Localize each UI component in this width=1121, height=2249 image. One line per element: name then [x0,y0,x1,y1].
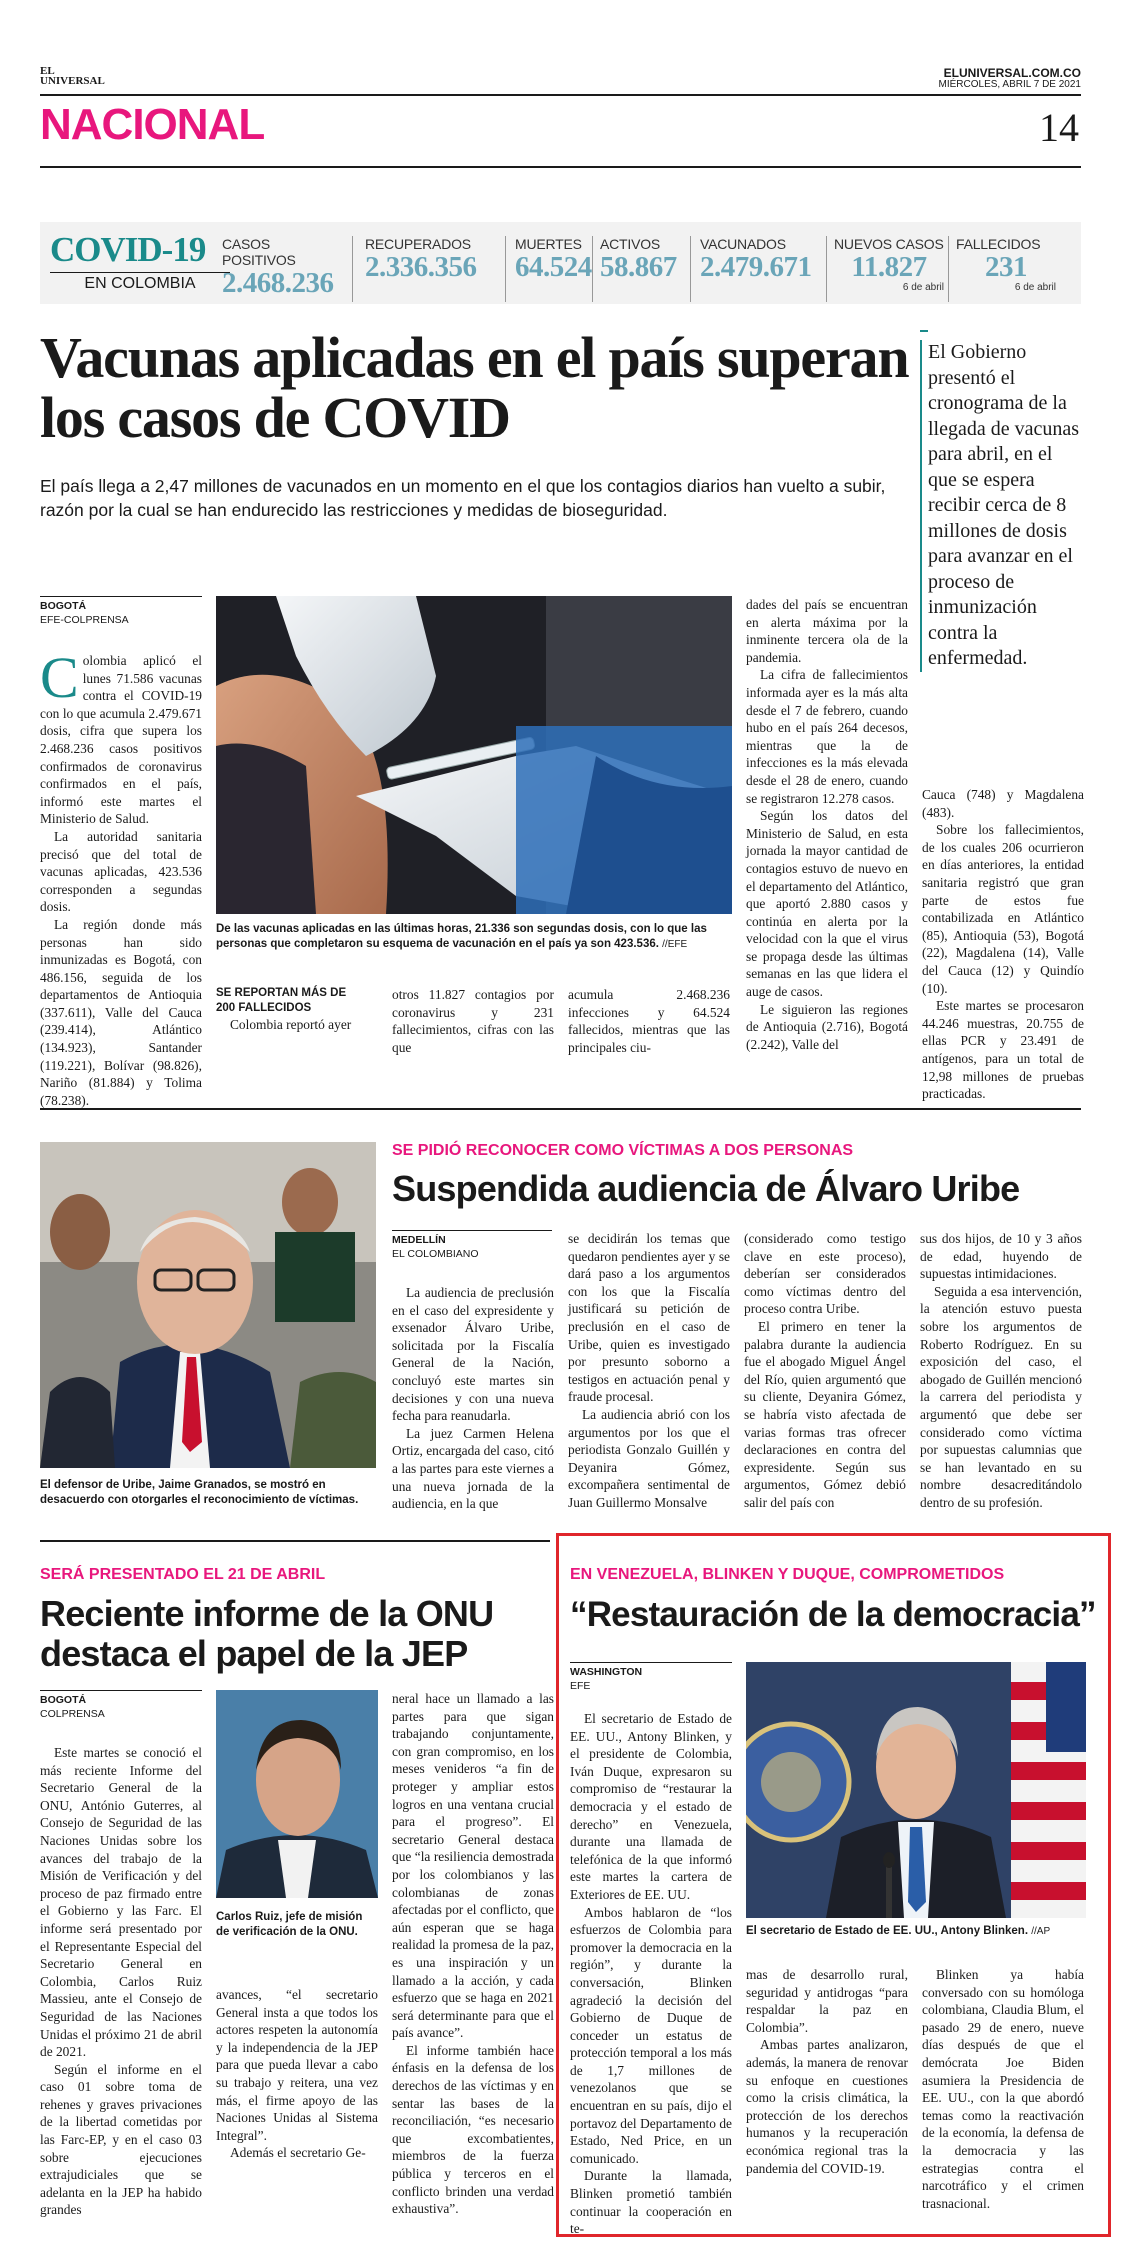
blinken-kicker: EN VENEZUELA, BLINKEN Y DUQUE, COMPROMETIDOS [570,1566,1005,1583]
lead-col-2-bottom [216,1016,378,1034]
issue-date: MIÉRCOLES, ABRIL 7 DE 2021 [938,79,1081,90]
dateline-agency: EFE-COLPRENSA [40,614,129,626]
dateline-city: BOGOTÁ [40,600,87,612]
onu-col2-p1: avances, “el secretario General insta a que todos los actores respeten la autonomía y la independencia de la JEP para que pueda llevar a cabo su trabajo y reitera, una vez más, el firme apoyo de las Naciones Unidas al Sistema Integral”. [216,1987,378,2143]
lead-col5-p3: Según los datos del Ministerio de Salud, en esta jornada la mayor cantidad de contagios estuvo de nuevo en el departamento del Atlántico, que aportó 2.880 casos y continúa en alerta por la velocidad con la que el virus se propaga desde las últimas semanas en las que lidera el auge de casos. [746,808,908,1000]
stat-casos-positivos [222,236,342,298]
stat-label: ACTIVOS [600,236,661,252]
stat-value: 2.336.356 [365,251,477,283]
section-title: NACIONAL [40,100,265,149]
stat-value: 58.867 [600,251,677,283]
caption-text: El secretario de Estado de EE. UU., Antony Blinken. [746,1925,1029,1937]
uribe-photo [40,1142,376,1468]
covid-title: COVID-19 [50,230,206,269]
stat-date: 6 de abril [902,282,944,293]
stat-divider [948,236,949,302]
lead-dateline [40,596,202,627]
uribe-col-1 [392,1284,554,1513]
blinken-photo-caption [746,1924,1086,1939]
lead-col-4-bottom [568,986,730,1056]
onu-col-1 [40,1744,202,2219]
lead-col5-p1: dades del país se encuentran en alerta máxima por la inminente tercera ola de la pandemia. [746,597,908,665]
ruiz-photo [216,1690,378,1898]
dateline-agency: COLPRENSA [40,1708,105,1720]
stat-label: MUERTES [515,236,582,252]
story-divider [40,1108,1081,1110]
dateline-agency: EL COLOMBIANO [392,1248,479,1260]
dateline-agency: EFE [570,1680,591,1692]
uribe-photo-illustration [40,1142,376,1468]
stat-activos [600,236,690,282]
onu-dateline [40,1690,202,1721]
masthead-logo [40,66,110,86]
blinken-col1-p3: Durante la llamada, Blinken prometió también continuar la cooperación en te- [570,2168,732,2237]
uribe-col-3 [744,1230,906,1512]
onu-headline: Reciente informe de la ONU destaca el papel de la JEP [40,1593,494,1674]
stat-divider [352,236,353,302]
story-divider [40,1540,550,1542]
lead-col-1 [40,645,202,1109]
stat-divider [505,236,506,302]
flag [1011,1662,1086,1918]
ruiz-photo-illustration [216,1690,378,1898]
stat-label: NUEVOS CASOS [834,236,944,252]
uribe-col1-p1: La audiencia de preclusión en el caso del expresidente y exsenador Álvaro Uribe, solicitada por la Fiscalía General de la Nación, concluyó este martes sin decisiones y con una nueva fecha para reanudarla. [392,1285,554,1424]
blinken-photo [746,1662,1086,1918]
stat-label: FALLECIDOS [956,236,1041,252]
stat-value: 2.468.236 [222,267,334,299]
blinken-col-1 [570,1710,732,2238]
photo-credit: //EFE [662,939,688,950]
onu-col3-p1: neral hace un llamado a las partes para que sigan trabajando conjuntamente, con gran compromiso, en los meses venideros “a fin de proteger y ampliar estos logros en una ventana crucial para el progreso”. El secretario General destaca que “la resiliencia demostrada por los colombianos y las colombianas de zonas afectadas por el conflicto, que aún esperan que se haga realidad la promesa de la paz, es una inspiración y un llamado a la acción, y cada esfuerzo que se haga en 2021 será determinante para que el país avance”. [392,1691,554,2041]
onu-col3-p2: El informe también hace énfasis en la defensa de los derechos de las víctimas y en sentar las bases de la reconciliación, “es necesario que excombatientes, miembros de la fuerza pública y terceros en el conflicto brinden una verdad exhaustiva”. [392,2042,554,2217]
lead-col3-text: otros 11.827 contagios por coronavirus y 231 fallecimientos, cifras con las que [392,987,554,1055]
dateline-city: MEDELLÍN [392,1234,446,1246]
stat-recuperados [365,236,495,282]
uribe-col2-p1: se decidirán los temas que quedaron pendientes ayer y se dará paso a los argumentos con los que la Fiscalía justificará su petición de preclusión en el caso de Uribe, quien es investigado por presunto soborno a testigos en actuación penal y fraude procesal. [568,1231,730,1405]
stat-vacunados [700,236,820,282]
photo-credit: //AP [1031,1926,1051,1937]
lead-subhead: SE REPORTAN MÁS DE 200 FALLECIDOS [216,987,347,1014]
stat-date: 6 de abril [1014,282,1056,293]
onu-col-2 [216,1986,378,2162]
lead-col6-p1: Cauca (748) y Magdalena (483). [922,787,1084,820]
uribe-photo-caption: El defensor de Uribe, Jaime Granados, se mostró en desacuerdo con otorgarles el reconocimiento de víctimas. [40,1479,359,1506]
lead-col-6 [922,786,1084,1103]
lead-sidebar-rule [920,330,928,332]
page-number: 14 [1039,105,1079,150]
lead-col1-p3: La región donde más personas han sido inmunizadas es Bogotá, con 486.156, seguida de los departamentos de Antioquia (337.611), Valle del Cauca (239.414), Atlántico (134.923), Santander (119.221), Bolívar (98.826), Nariño (81.884) y Tolima (78.238). [40,916,202,1108]
section-rule [40,166,1081,168]
uribe-col1-p2: La juez Carmen Helena Ortiz, encargada del caso, citó a las partes para este viernes a una nueva jornada de la audiencia, en la que [392,1425,554,1512]
uribe-col4-p2: Seguida a esa intervención, la atención estuvo puesta sobre los argumentos de Roberto Rodríguez. En su exposición del caso, el abogado de Guillén mencionó la carrera del periodista y argumentó que debe ser considerado como víctima por supuestas calumnias que se han levantado en su nombre desacreditándolo dentro de su profesión. [920,1283,1082,1510]
lead-col2-text: Colombia reportó ayer [230,1017,352,1032]
lead-sidebar-text: El Gobierno presentó el cronograma de la llegada de vacunas para abril, en el que se espera recibir cerca de 8 millones de dosis para avanzar en el proceso de inmunización contra la enfermedad. [928,341,1080,669]
stat-nuevos-casos [834,236,944,293]
blinken-dateline [570,1662,732,1693]
covid-subtitle: EN COLOMBIA [50,272,230,293]
uribe-headline: Suspendida audiencia de Álvaro Uribe [392,1168,1020,1209]
stat-label: CASOS POSITIVOS [222,236,296,268]
lead-col5-p4: Le siguieron las regiones de Antioquia (2.716), Bogotá (2.242), Valle del [746,1001,908,1052]
onu-col1-p1: Este martes se conoció el más reciente Informe del Secretario General de la ONU, António Guterres, al Consejo de Seguridad de las Naciones Unidas sobre los avances del trabajo de la Misión de Verificación y del proceso de paz firmado entre el Gobierno y las Farc. El informe será presentado por el Representante Especial del Secretario General en Colombia, Carlos Ruiz Massieu, ante el Consejo de Seguridad de las Naciones Unidas el próximo 21 de abril de 2021. [40,1745,202,2060]
lead-col6-p3: Este martes se procesaron 44.246 muestras, 20.755 de ellas PCR y 23.491 de antígenos, para un total de 12,98 millones de pruebas practicadas. [922,998,1084,1102]
lead-col-5 [746,596,908,1053]
stat-muertes [515,236,595,282]
lead-sidebar [920,340,1085,672]
stat-label: VACUNADOS [700,236,786,252]
lead-col1-first [40,645,202,828]
uribe-col-4 [920,1230,1082,1512]
blinken-col2-p1: mas de desarrollo rural, seguridad y antidrogas “para respaldar la paz en Colombia”. [746,1967,908,2035]
blinken-col1-p1: El secretario de Estado de EE. UU., Antony Blinken, y el presidente de Colombia, Iván Duque, expresaron su compromiso de “restaurar la democracia y el estado de derecho” en Venezuela, durante una llamada de telefónica de la que informó este martes la cartera de Exteriores de EE. UU. [570,1711,732,1902]
dateline-city: WASHINGTON [570,1666,643,1678]
lead-headline: Vacunas aplicadas en el país superan los casos de COVID [40,325,909,450]
lead-col1-p1: olombia aplicó el lunes 71.586 vacunas contra el COVID-19 con lo que acumula 2.479.671 dosis, cifra que supera los 2.468.236 casos positivos confirmados de coronavirus confirmados en el país, informó este martes el Ministerio de Salud. [40,653,202,827]
header-rule [40,94,1081,96]
stat-label: RECUPERADOS [365,236,471,252]
stat-value: 11.827 [851,251,927,283]
stat-divider [690,236,691,302]
logo-text: EL UNIVERSAL [40,65,105,87]
dropcap: C [40,645,79,710]
vaccine-photo-illustration [216,596,732,914]
blinken-headline: “Restauración de la democracia” [570,1595,1096,1634]
blinken-photo-illustration [746,1662,1086,1918]
ruiz-photo-caption: Carlos Ruiz, jefe de misión de verificación de la ONU. [216,1911,363,1938]
lead-col6-p2: Sobre los fallecimientos, de los cuales 206 ocurrieron en días anteriores, la entidad sanitaria registró que gran parte de estos fue contabilizada en Atlántico (85), Antioquia (53), Bogotá (22), Magdalena (14), Valle del Cauca (12) y Quindío (10). [922,822,1084,996]
uribe-col4-p1: sus dos hijos, de 10 y 3 años de edad, huyendo de supuestas intimidaciones. [920,1231,1082,1282]
uribe-kicker: SE PIDIÓ RECONOCER COMO VÍCTIMAS A DOS PERSONAS [392,1142,854,1159]
uribe-col-2 [568,1230,730,1512]
uribe-dateline [392,1230,552,1261]
site-url: ELUNIVERSAL.COM.CO [943,66,1081,80]
onu-col-3 [392,1690,554,2218]
lead-col-3-bottom [392,986,554,1056]
vaccine-photo [216,596,732,914]
stat-value: 2.479.671 [700,251,812,283]
blinken-col2-p2: Ambas partes analizaron, además, la manera de renovar su enfoque en cuestiones como la crisis climática, la protección de los derechos humanos y la recuperación económica regional tras la pandemia del COVID-19. [746,2037,908,2176]
uribe-col3-p2: El primero en tener la palabra durante la audiencia fue el abogado Miguel Ángel del Río, quien argumentó que su cliente, Deyanira Gómez, se habría visto afectada de varias formas tras ofrecer declaraciones en contra del expresidente. Según sus argumentos, Gómez debió salir del país con [744,1318,906,1510]
lead-deck: El país llega a 2,47 millones de vacunados en un momento en el que los contagios diarios han vuelto a subir, razón por la cual se han endurecido las restricciones y medidas de bioseguridad. [40,476,886,520]
uribe-col2-p2: La audiencia abrió con los argumentos por los que el periodista Gonzalo Guillén y Deyanira Gómez, excompañera sentimental de Juan Guillermo Monsalve [568,1406,730,1510]
blinken-col-2 [746,1966,908,2177]
stat-value: 64.524 [515,251,592,283]
dateline-city: BOGOTÁ [40,1694,87,1706]
lead-col1-p2: La autoridad sanitaria precisó que del total de vacunas aplicadas, 423.536 corresponden a segundas dosis. [40,828,202,915]
caption-text: De las vacunas aplicadas en las últimas horas, 21.336 son segundas dosis, con lo que las personas que completaron su esquema de vacunación en el país ya son 423.536. [216,923,707,950]
blinken-col1-p2: Ambos hablaron de “los esfuerzos de Colombia para promover la democracia en la región”, y durante la conversación, Blinken agradeció la decisión del Gobierno de Duque de conceder un estatus de protección temporal a los más de 1,7 millones de venezolanos que se encuentran en su país, dijo el portavoz del Departamento de Estado, Ned Price, en un comunicado. [570,1904,732,2166]
stat-divider [826,236,827,302]
uribe-col3-p1: (considerado como testigo clave en este proceso), deberían ser considerados como víctimas dentro del proceso contra Uribe. [744,1231,906,1317]
blinken-col-3 [922,1966,1084,2212]
onu-kicker: SERÁ PRESENTADO EL 21 DE ABRIL [40,1566,326,1583]
stat-value: 231 [985,251,1027,283]
lead-col5-p2: La cifra de fallecimientos informada ayer es la más alta desde el 7 de febrero, cuando hubo en el país 264 decesos, mientras que la de infecciones es la más elevada desde el 28 de enero, cuando se registraron 12.278 casos. [746,667,908,806]
stat-fallecidos [956,236,1056,293]
blinken-col3-p1: Blinken ya había conversado con su homóloga colombiana, Claudia Blum, el pasado 29 de enero, nueve días después de que el demócrata Joe Biden asumiera la Presidencia de EE. UU., con la que abordó temas como la reactivación de la economía, la defensa de la democracia y las estrategias contra el narcotráfico y el crimen trasnacional. [922,1967,1084,2211]
onu-col2-p2: Además el secretario Ge- [230,2145,366,2161]
lead-col4-text: acumula 2.468.236 infecciones y 64.524 fallecidos, mientras que las principales ciu- [568,987,730,1055]
stat-divider [592,236,593,302]
onu-col1-p2: Según el informe en el caso 01 sobre toma de rehenes y graves privaciones de la libertad cometidas por las Farc-EP, y en el caso 03 sobre ejecuciones extrajudiciales que se adelanta en la JEP ha habido grandes [40,2061,202,2218]
vaccine-photo-caption [216,922,732,952]
